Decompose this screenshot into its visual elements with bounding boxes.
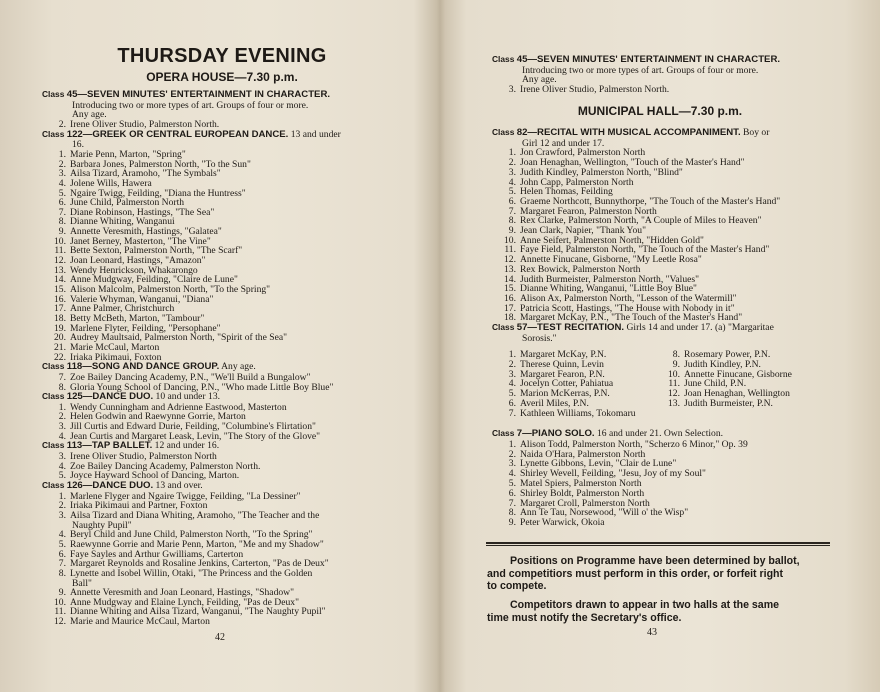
entry-number: 2. xyxy=(58,158,66,170)
entry-number: 8. xyxy=(58,567,66,579)
entry-number: 14. xyxy=(504,273,516,285)
entry-number: 12. xyxy=(504,254,516,266)
entry-text: Barbara Jones, Palmerston North, "To the Sun" xyxy=(70,158,251,170)
entry-text: Gloria Young School of Dancing, P.N., "Who made Little Boy Blue" xyxy=(70,381,334,393)
entry-number: 7. xyxy=(508,205,516,217)
entry-text: Anne Mudgway, Feilding, "Claire de Lune" xyxy=(70,274,238,286)
recitation-entry xyxy=(666,399,773,409)
entry-number: 3. xyxy=(58,421,66,433)
entry-number: 5. xyxy=(508,388,516,400)
entry-number: 2. xyxy=(508,448,516,460)
entry-number: 15. xyxy=(54,284,66,295)
divider-rule xyxy=(486,542,830,544)
entry-text: Margaret Croll, Palmerston North xyxy=(520,497,650,509)
class-title: 82—RECITAL WITH MUSICAL ACCOMPANIMENT. xyxy=(516,127,741,138)
entry-number: 17. xyxy=(504,302,516,314)
entry-number: 9. xyxy=(58,226,66,238)
entry-number: 6. xyxy=(508,195,516,207)
right-page xyxy=(440,0,880,692)
entry-text: Introducing two or more types of art. Groups of four or more. xyxy=(522,64,759,76)
class-label: Class xyxy=(42,89,65,99)
class-label: Class xyxy=(492,322,515,332)
entry-text: Ann Te Tau, Norsewood, "Will o' the Wisp" xyxy=(520,507,689,519)
entry-number: 6. xyxy=(508,487,516,499)
entry-text: Raewynne Gorrie and Marie Penn, Marton, "Me and my Shadow" xyxy=(70,538,324,550)
class-details: Boy or xyxy=(740,127,770,138)
entry-text: Iriaka Pikimaui and Partner, Foxton xyxy=(70,500,208,512)
class-details: 13 and over. xyxy=(153,480,203,491)
entry-row xyxy=(502,85,669,95)
entry-number: 1. xyxy=(508,349,516,360)
entry-number: 11. xyxy=(54,606,66,618)
entry-text: Wendy Henrickson, Whakarongo xyxy=(70,264,198,276)
entry-number: 9. xyxy=(508,517,516,529)
entry-number: 17. xyxy=(54,303,66,315)
entry-text: Irene Oliver Studio, Palmerston North xyxy=(70,451,217,463)
entry-text: Introducing two or more types of art. Groups of four or more. xyxy=(72,99,309,111)
entry-number: 9. xyxy=(508,225,516,236)
entry-number: 2. xyxy=(508,157,516,169)
entry-number: 4. xyxy=(58,430,66,442)
entry-number: 11. xyxy=(504,244,516,256)
entry-text: Helen Thomas, Feilding xyxy=(520,186,613,198)
entry-row xyxy=(502,518,605,528)
entry-text: Zoe Bailey Dancing Academy, P.N., "We'll Build a Bungalow" xyxy=(70,371,311,383)
entry-text: Annette Finucane, Gisborne xyxy=(684,368,792,380)
entry-number: 12. xyxy=(54,616,66,628)
entry-number: 18. xyxy=(54,312,66,324)
entry-number: 1. xyxy=(58,401,66,413)
entry-number: 13. xyxy=(54,264,66,276)
entry-text: Therese Quinn, Levin xyxy=(520,358,604,370)
class-label: Class xyxy=(492,127,515,137)
entry-number: 4. xyxy=(58,177,66,189)
class-heading xyxy=(42,441,219,451)
entry-text: John Capp, Palmerston North xyxy=(520,176,634,188)
entry-text: Irene Oliver Studio, Palmerston North. xyxy=(70,118,220,130)
entry-text: Any age. xyxy=(72,109,107,121)
entry-number: 22. xyxy=(54,351,66,363)
entry-number: 3. xyxy=(508,458,516,470)
class-heading xyxy=(492,323,774,333)
entry-number: 12. xyxy=(54,255,66,267)
entry-number: 10. xyxy=(668,368,680,380)
entry-text: June Child, P.N. xyxy=(684,378,747,390)
class-heading xyxy=(42,481,203,491)
class-label: Class xyxy=(42,391,65,402)
entry-text: Rex Bowick, Palmerston North xyxy=(520,263,641,275)
entry-text: Naida O'Hara, Palmerston North xyxy=(520,448,646,460)
page-title: THURSDAY EVENING xyxy=(117,45,327,67)
entry-text: Annette Veresmith, Hastings, "Galatea" xyxy=(70,226,222,238)
entry-number: 18. xyxy=(504,312,516,324)
class-label: Class xyxy=(492,54,515,64)
class-label: Class xyxy=(492,428,515,438)
page-number-left: 42 xyxy=(215,632,225,643)
entry-number: 5. xyxy=(508,478,516,489)
venue-heading-opera-house: OPERA HOUSE—7.30 p.m. xyxy=(146,70,298,84)
class-label: Class xyxy=(42,361,65,372)
entry-text: Judith Kindley, P.N. xyxy=(684,358,761,370)
entry-text: Joan Henaghan, Wellington xyxy=(684,388,790,400)
notice-line: Competitors drawn to appear in two halls at the same xyxy=(510,599,780,611)
class-details: 12 and under 16. xyxy=(152,440,220,452)
entry-number: 2. xyxy=(58,411,66,423)
entry-text: Marion McKerras, P.N. xyxy=(520,388,610,400)
class-heading xyxy=(492,429,723,439)
entry-number: 10. xyxy=(504,234,516,246)
entry-text: Kathleen Williams, Tokomaru xyxy=(520,407,636,419)
entry-text: Bette Sexton, Palmerston North, "The Scarf" xyxy=(70,245,243,257)
entry-text: Dianne Whiting and Ailsa Tizard, Wanganui, "The Naughty Pupil" xyxy=(70,606,326,618)
entry-number: 8. xyxy=(58,216,66,228)
entry-text: Jean Clark, Napier, "Thank You" xyxy=(520,225,647,236)
entry-text: Girl 12 and under 17. xyxy=(522,137,605,149)
class-heading xyxy=(42,362,256,372)
entry-text: Beryl Child and June Child, Palmerston North, "To the Spring" xyxy=(70,529,313,541)
entry-number: 5. xyxy=(508,186,516,198)
entry-text: Zoe Bailey Dancing Academy, Palmerston North. xyxy=(70,460,261,472)
entry-number: 11. xyxy=(668,378,680,390)
entry-number: 1. xyxy=(58,490,66,502)
entry-text: Anne Mudgway and Elaine Lynch, Feilding, "Pas de Deux" xyxy=(70,596,299,608)
entry-text: Judith Kindley, Palmerston North, "Blind" xyxy=(520,166,683,178)
entry-text: Anne Palmer, Christchurch xyxy=(70,303,175,315)
entry-text: Ball" xyxy=(72,577,92,589)
entry-text: Rosemary Power, P.N. xyxy=(684,349,771,360)
entry-text: Dianne Whiting, Wanganui xyxy=(70,216,175,228)
ballot-notice xyxy=(487,555,800,593)
entry-text: Marie McCaul, Marton xyxy=(70,341,160,353)
continuation-line xyxy=(72,101,308,111)
entry-text: Marie Penn, Marton, "Spring" xyxy=(70,148,186,160)
continuation-line xyxy=(522,334,557,344)
class-heading xyxy=(492,128,769,138)
entry-text: Joyce Hayward School of Dancing, Marton. xyxy=(70,470,240,482)
class-details: 10 and under 13. xyxy=(153,391,221,403)
entry-number: 3. xyxy=(58,451,66,463)
entry-text: Ailsa Tizard and Diana Whiting, Aramoho, "The Teacher and the xyxy=(70,509,320,521)
entry-number: 3. xyxy=(508,368,516,380)
entry-text: Alison Ax, Palmerston North, "Lesson of the Watermill" xyxy=(520,292,737,304)
entry-number: 3. xyxy=(58,509,66,521)
class-heading xyxy=(42,392,220,402)
notice-line: time must notify the Secretary's office. xyxy=(487,611,682,624)
notice-line: and competitiors must perform in this order, or forfeit right xyxy=(487,567,784,580)
entry-row xyxy=(52,617,210,627)
entry-number: 20. xyxy=(54,332,66,344)
entry-text: Averil Miles, P.N. xyxy=(520,398,589,409)
entry-number: 16. xyxy=(504,292,516,304)
entry-text: Lynette and Isobel Willin, Otaki, "The Princess and the Golden xyxy=(70,567,313,579)
entry-text: Betty McBeth, Marton, "Tambour" xyxy=(70,312,205,324)
entry-text: Naughty Pupil" xyxy=(72,519,132,531)
entry-number: 19. xyxy=(54,322,66,334)
class-details: 13 and under xyxy=(288,128,341,140)
entry-text: Valerie Whyman, Wanganui, "Diana" xyxy=(70,293,214,305)
class-label: Class xyxy=(42,440,65,451)
class-title: 7—PIANO SOLO. xyxy=(516,428,595,439)
class-title: 122—GREEK OR CENTRAL EUROPEAN DANCE. xyxy=(66,128,289,140)
entry-text: Patricia Scott, Hastings, "The House with Nobody in it" xyxy=(520,302,735,314)
entry-number: 3. xyxy=(508,84,516,96)
entry-number: 2. xyxy=(58,500,66,512)
entry-text: Annette Finucane, Gisborne, "My Leetle Rosa" xyxy=(520,254,702,266)
entry-text: Alison Todd, Palmerston North, "Scherzo 6 Minor," Op. 39 xyxy=(520,438,748,450)
entry-number: 7. xyxy=(58,558,66,570)
entry-text: Margaret McKay, P.N., "The Touch of the Master's Hand" xyxy=(520,312,743,324)
entry-text: Ailsa Tizard, Aramoho, "The Symbals" xyxy=(70,168,221,180)
entry-number: 7. xyxy=(508,497,516,509)
entry-text: Judith Burmeister, Palmerston North, "Values" xyxy=(520,273,700,285)
entry-text: Any age. xyxy=(522,74,557,86)
entry-number: 8. xyxy=(508,507,516,519)
entry-text: Graeme Northcott, Bunnythorpe, "The Touch of the Master's Hand" xyxy=(520,195,781,207)
entry-text: Jean Curtis and Margaret Leask, Levin, "The Story of the Glove" xyxy=(70,430,321,442)
entry-number: 13. xyxy=(668,398,680,409)
entry-text: Rex Clarke, Palmerston North, "A Couple of Miles to Heaven" xyxy=(520,215,762,227)
entry-number: 11. xyxy=(54,245,66,257)
entry-text: Shirley Wevell, Feilding, "Jesu, Joy of my Soul" xyxy=(520,468,706,480)
class-title: 126—DANCE DUO. xyxy=(66,480,154,491)
entry-text: Marlene Flyter, Feilding, "Persophane" xyxy=(70,322,221,334)
venue-heading-municipal-hall: MUNICIPAL HALL—7.30 p.m. xyxy=(577,104,743,118)
class-title: 45—SEVEN MINUTES' ENTERTAINMENT IN CHARACTER. xyxy=(516,54,781,65)
entry-number: 7. xyxy=(58,206,66,218)
entry-text: Alison Malcolm, Palmerston North, "To the Spring" xyxy=(70,284,271,295)
class-title: 118—SONG AND DANCE GROUP. xyxy=(66,361,220,373)
entry-text: Anne Seifert, Palmerston North, "Hidden Gold" xyxy=(520,234,704,246)
entry-text: Judith Burmeister, P.N. xyxy=(684,398,773,409)
entry-text: Marie and Maurice McCaul, Marton xyxy=(70,616,210,628)
entry-number: 4. xyxy=(58,529,66,541)
entry-text: Faye Field, Palmerston North, "The Touch of the Master's Hand" xyxy=(520,244,770,256)
entry-text: Marlene Flyger and Ngaire Twigge, Feilding, "La Dessiner" xyxy=(70,490,301,502)
entry-text: Matel Spiers, Palmerston North xyxy=(520,478,642,489)
class-details: 16 and under 21. Own Selection. xyxy=(594,428,724,439)
entry-text: Jocelyn Cotter, Pahiatua xyxy=(520,378,614,390)
entry-text: Peter Warwick, Okoia xyxy=(520,517,605,529)
entry-text: Margaret Fearon, Palmerston North xyxy=(520,205,657,217)
class-heading xyxy=(492,55,780,65)
entry-number: 7. xyxy=(508,407,516,419)
entry-text: Joan Leonard, Hastings, "Amazon" xyxy=(70,255,206,267)
class-title: 45—SEVEN MINUTES' ENTERTAINMENT IN CHARACTER. xyxy=(66,89,331,100)
entry-text: Joan Henaghan, Wellington, "Touch of the Master's Hand" xyxy=(520,157,745,169)
entry-number: 12. xyxy=(668,388,680,400)
entry-text: Shirley Boldt, Palmerston North xyxy=(520,487,645,499)
entry-number: 13. xyxy=(504,263,516,275)
entry-number: 1. xyxy=(58,148,66,160)
entry-number: 6. xyxy=(58,548,66,560)
page-number-right: 43 xyxy=(647,627,657,638)
entry-text: Jon Crawford, Palmerston North xyxy=(520,147,646,159)
class-label: Class xyxy=(42,128,65,139)
entry-number: 4. xyxy=(508,176,516,188)
entry-number: 10. xyxy=(54,235,66,247)
entry-text: Diane Robinson, Hastings, "The Sea" xyxy=(70,206,215,218)
class-heading xyxy=(42,90,330,100)
continuation-line xyxy=(522,66,758,76)
entry-text: Dianne Whiting, Wanganui, "Little Boy Blue" xyxy=(520,283,697,295)
entry-number: 21. xyxy=(54,341,66,353)
entry-text: Irene Oliver Studio, Palmerston North. xyxy=(520,84,670,96)
entry-number: 14. xyxy=(54,274,66,286)
entry-text: Helen Godwin and Raewynne Gorrie, Marton xyxy=(70,411,246,423)
entry-text: Margaret McKay, P.N. xyxy=(520,349,607,360)
entry-text: Audrey Maultsaid, Palmerston North, "Spirit of the Sea" xyxy=(70,332,287,344)
divider-rule-thin xyxy=(486,545,830,546)
entry-text: Sorosis." xyxy=(522,332,557,344)
entry-number: 4. xyxy=(508,378,516,390)
entry-number: 8. xyxy=(58,381,66,393)
entry-text: Margaret Reynolds and Rosaline Jenkins, Carterton, "Pas de Deux" xyxy=(70,558,329,570)
entry-number: 1. xyxy=(508,438,516,450)
entry-number: 5. xyxy=(58,187,66,199)
entry-number: 8. xyxy=(508,215,516,227)
entry-text: Janet Berney, Masterton, "The Vine" xyxy=(70,235,211,247)
recitation-entry xyxy=(502,409,636,419)
entry-number: 2. xyxy=(58,118,66,130)
entry-number: 3. xyxy=(508,166,516,178)
entry-number: 10. xyxy=(54,596,66,608)
class-title: 113—TAP BALLET. xyxy=(66,440,153,452)
entry-number: 15. xyxy=(504,283,516,295)
entry-text: Wendy Cunningham and Adrienne Eastwood, Masterton xyxy=(70,401,287,413)
entry-number: 5. xyxy=(58,538,66,550)
entry-number: 4. xyxy=(508,468,516,480)
notice-line: Positions on Programme have been determined by ballot, xyxy=(510,555,800,567)
entry-number: 6. xyxy=(58,197,66,209)
entry-number: 4. xyxy=(58,460,66,472)
entry-number: 9. xyxy=(58,587,66,599)
entry-text: 16. xyxy=(72,139,84,151)
entry-number: 5. xyxy=(58,470,66,482)
entry-number: 16. xyxy=(54,293,66,305)
entry-text: Faye Sayles and Arthur Gwilliams, Carterton xyxy=(70,548,244,560)
entry-text: Jolene Wills, Hawera xyxy=(70,177,152,189)
notice-line: to compete. xyxy=(487,580,547,592)
two-halls-notice xyxy=(487,599,780,624)
class-label: Class xyxy=(42,480,65,490)
class-details: Any age. xyxy=(219,361,256,373)
entry-number: 7. xyxy=(58,371,66,383)
entry-text: Ngaire Twigg, Feilding, "Diana the Huntress" xyxy=(70,187,246,199)
entry-number: 6. xyxy=(508,398,516,409)
entry-text: Annette Veresmith and Joan Leonard, Hastings, "Shadow" xyxy=(70,587,295,599)
entry-number: 9. xyxy=(672,358,680,370)
entry-text: Lynette Gibbons, Levin, "Clair de Lune" xyxy=(520,458,677,470)
entry-number: 8. xyxy=(672,349,680,360)
entry-text: Jill Curtis and Edward Durie, Feilding, "Columbine's Flirtation" xyxy=(70,421,316,433)
class-heading xyxy=(42,130,341,140)
entry-number: 3. xyxy=(58,168,66,180)
entry-number: 1. xyxy=(508,147,516,159)
class-details: Girls 14 and under 17. (a) "Margaritae xyxy=(624,322,774,333)
entry-text: Iriaka Pikimaui, Foxton xyxy=(70,351,162,363)
class-title: 125—DANCE DUO. xyxy=(66,391,154,403)
class-title: 57—TEST RECITATION. xyxy=(516,322,625,333)
entry-text: June Child, Palmerston North xyxy=(70,197,185,209)
entry-text: Margaret Fearon, P.N. xyxy=(520,368,605,380)
entry-number: 2. xyxy=(508,358,516,370)
